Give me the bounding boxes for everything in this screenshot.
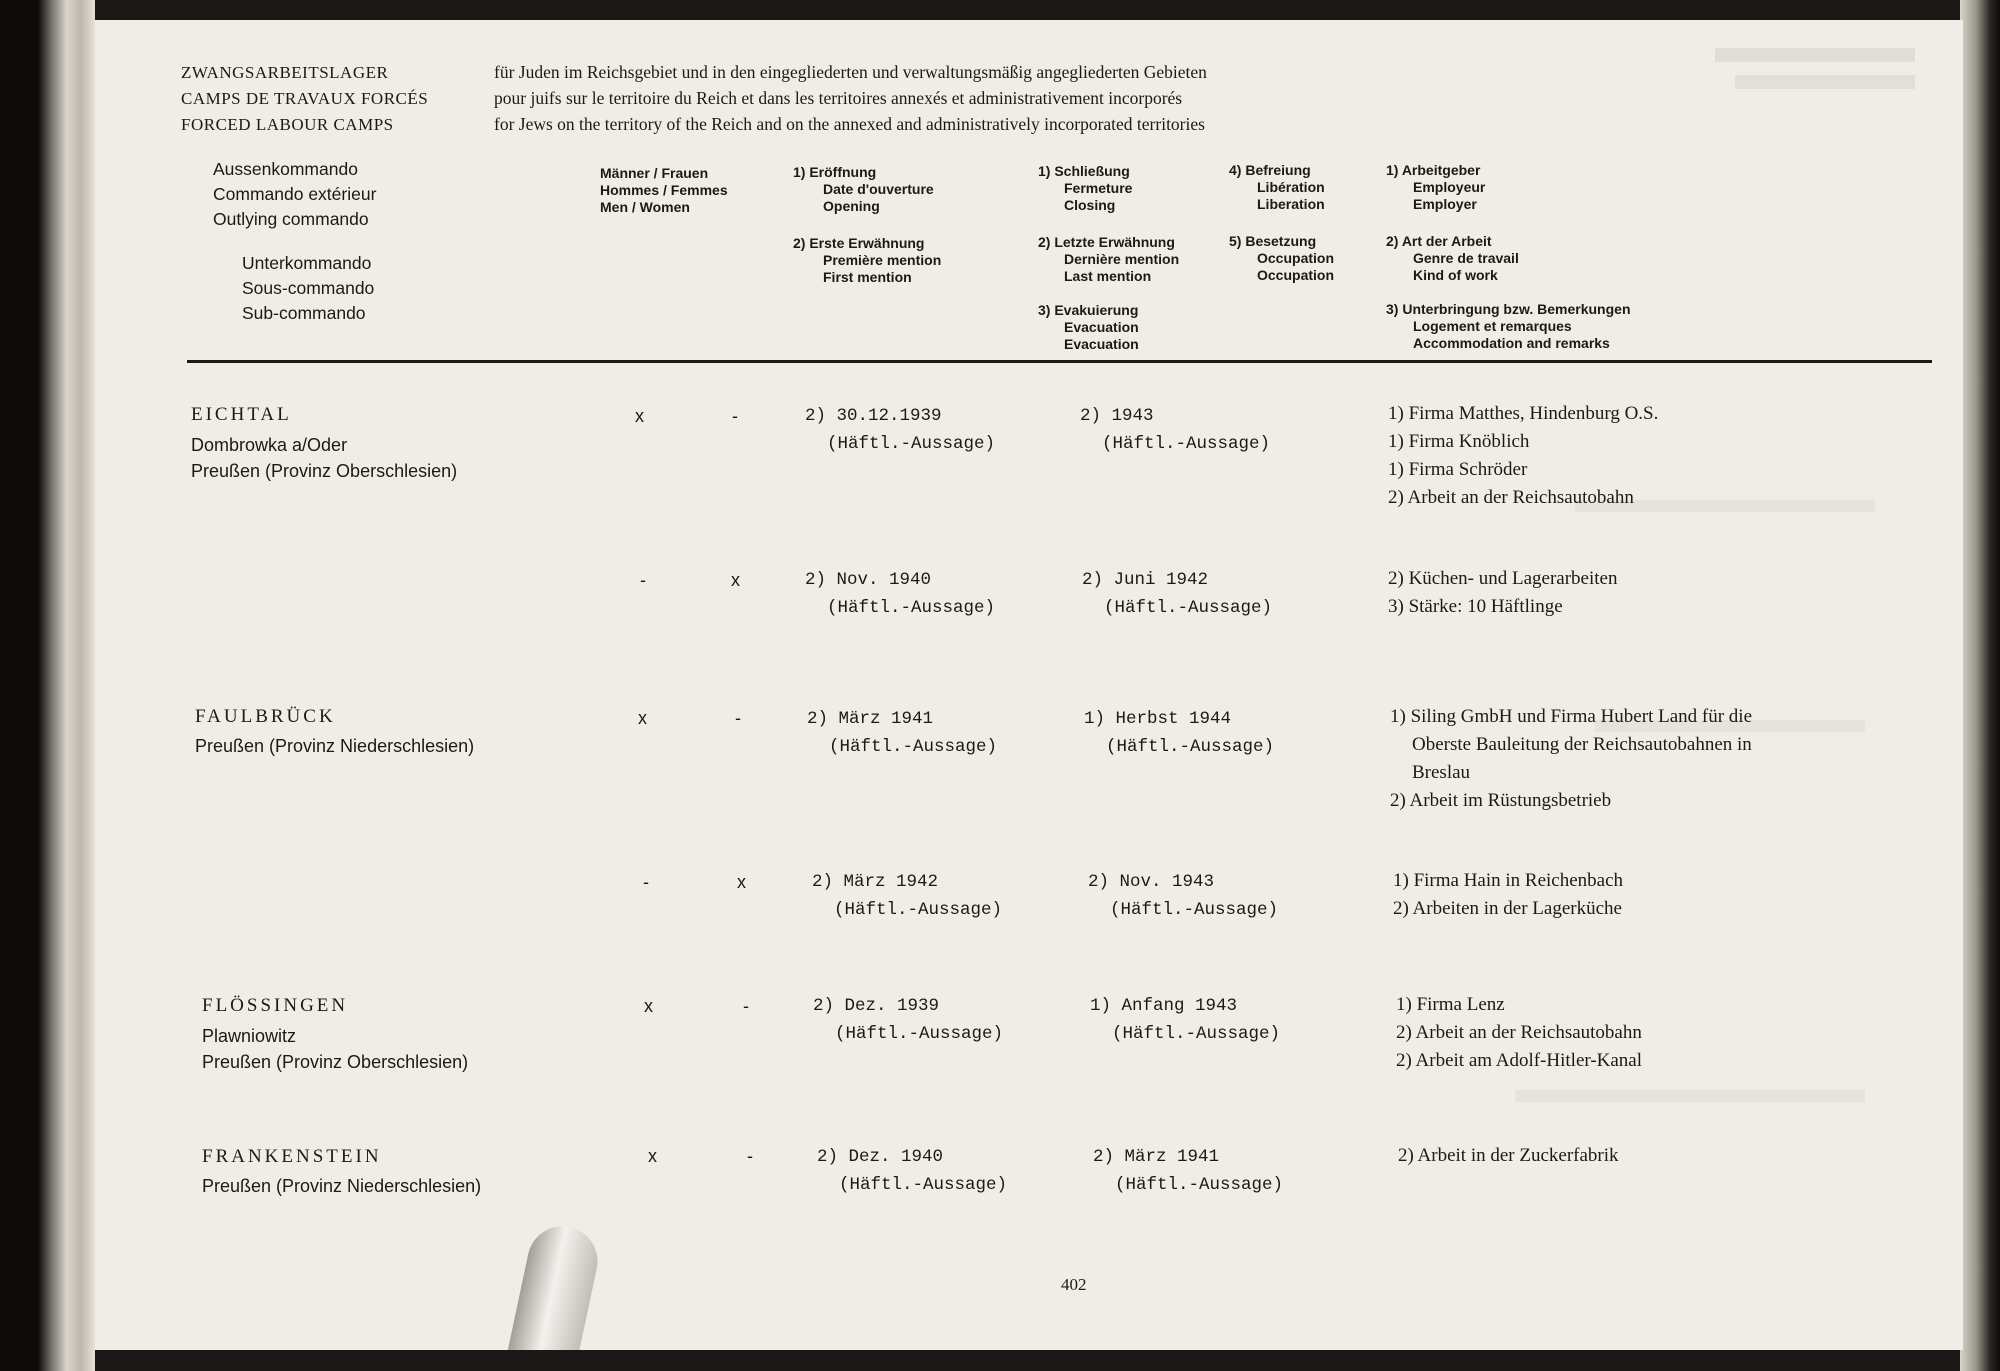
opening-date: 2) Dez. 1939 (Häftl.-Aussage) [813,996,1004,1044]
opening-date: 2) März 1941 (Häftl.-Aussage) [807,709,998,757]
intro-fr: pour juifs sur le territoire du Reich et dans les territoires annexés et administrativement incorporés [494,88,1183,108]
legend-sub: Unterkommando Sous-commando Sub-commando [242,253,375,323]
women-mark: x [737,872,746,892]
bleed-through [1515,1090,1865,1102]
remarks: 2) Arbeit in der Zuckerfabrik [1398,1145,1619,1166]
colhead-work: 2) Art der Arbeit Genre de travail Kind of work [1386,233,1519,283]
women-mark: - [743,996,749,1016]
colhead-employer: 1) Arbeitgeber Employeur Employer [1386,162,1486,212]
camp-location: Preußen (Provinz Niederschlesien) [195,736,475,756]
opening-date: 2) Dez. 1940 (Häftl.-Aussage) [817,1147,1008,1195]
title-de: ZWANGSARBEITSLAGER [181,63,389,82]
men-mark: x [638,708,647,728]
camp-name: FLÖSSINGEN [202,995,349,1016]
header-rule [187,360,1932,363]
legend-outlying: Aussenkommando Commando extérieur Outlying commando [213,159,377,229]
closing-date: 1) Herbst 1944 (Häftl.-Aussage) [1084,709,1275,757]
colhead-evacuation: 3) Evakuierung Evacuation Evacuation [1038,302,1139,352]
bleed-through [1715,48,1915,62]
colhead-last-mention: 2) Letzte Erwähnung Dernière mention Last mention [1038,234,1180,284]
men-mark: x [648,1146,657,1166]
women-mark: x [731,570,740,590]
colhead-gender: Männer / Frauen Hommes / Femmes Men / Women [600,165,728,215]
pen-tip [496,1220,604,1350]
camp-name: EICHTAL [191,404,292,425]
title-fr: CAMPS DE TRAVAUX FORCÉS [181,89,429,108]
remarks: 1) Firma Hain in Reichenbach 2) Arbeiten in der Lagerküche [1393,870,1624,919]
closing-date: 2) Nov. 1943 (Häftl.-Aussage) [1088,872,1279,920]
camp-name: FRANKENSTEIN [202,1146,382,1167]
men-mark: x [644,996,653,1016]
closing-date: 2) März 1941 (Häftl.-Aussage) [1093,1147,1284,1195]
colhead-remarks: 3) Unterbringung bzw. Bemerkungen Logement et remarques Accommodation and remarks [1386,301,1631,351]
colhead-opening: 1) Eröffnung Date d'ouverture Opening [793,164,934,214]
men-mark: - [640,570,646,590]
intro-en: for Jews on the territory of the Reich and on the annexed and administratively incorporated territories [494,114,1205,134]
closing-date: 2) Juni 1942 (Häftl.-Aussage) [1082,570,1273,618]
men-mark: x [635,406,644,426]
opening-date: 2) Nov. 1940 (Häftl.-Aussage) [805,570,996,618]
remarks: 1) Siling GmbH und Firma Hubert Land für die Oberste Bauleitung der Reichsautobahnen in Breslau 2) Arbeit im Rüstungsbetrieb [1390,706,1753,811]
camp-location: Dombrowka a/Oder Preußen (Provinz Oberschlesien) [191,435,458,481]
women-mark: - [732,406,738,426]
title-en: FORCED LABOUR CAMPS [181,115,394,134]
women-mark: - [735,708,741,728]
opening-date: 2) 30.12.1939 (Häftl.-Aussage) [805,406,996,454]
women-mark: - [747,1146,753,1166]
closing-date: 1) Anfang 1943 (Häftl.-Aussage) [1090,996,1281,1044]
remarks: 2) Küchen- und Lagerarbeiten 3) Stärke: 10 Häftlinge [1388,568,1618,617]
intro-de: für Juden im Reichsgebiet und in den eingegliederten und verwaltungsmäßig angegliederten Gebieten [494,62,1207,82]
colhead-occupation: 5) Besetzung Occupation Occupation [1229,233,1335,283]
bleed-through [1735,75,1915,89]
camp-location: Plawniowitz Preußen (Provinz Oberschlesien) [202,1026,469,1072]
colhead-closing: 1) Schließung Fermeture Closing [1038,163,1133,213]
closing-date: 2) 1943 (Häftl.-Aussage) [1080,406,1271,454]
remarks: 1) Firma Lenz 2) Arbeit an der Reichsautobahn 2) Arbeit am Adolf-Hitler-Kanal [1396,994,1643,1071]
book-edge-left [0,0,95,1371]
book-edge-right [1960,0,2000,1371]
camp-name: FAULBRÜCK [195,706,336,727]
men-mark: - [643,872,649,892]
book-page [95,20,1963,1350]
opening-date: 2) März 1942 (Häftl.-Aussage) [812,872,1003,920]
camp-location: Preußen (Provinz Niederschlesien) [202,1176,482,1196]
page-number: 402 [1061,1275,1087,1294]
colhead-first-mention: 2) Erste Erwähnung Première mention First mention [793,235,942,285]
colhead-liberation: 4) Befreiung Libération Liberation [1229,162,1325,212]
remarks: 1) Firma Matthes, Hindenburg O.S. 1) Firma Knöblich 1) Firma Schröder 2) Arbeit an der Reichsautobahn [1388,403,1659,508]
